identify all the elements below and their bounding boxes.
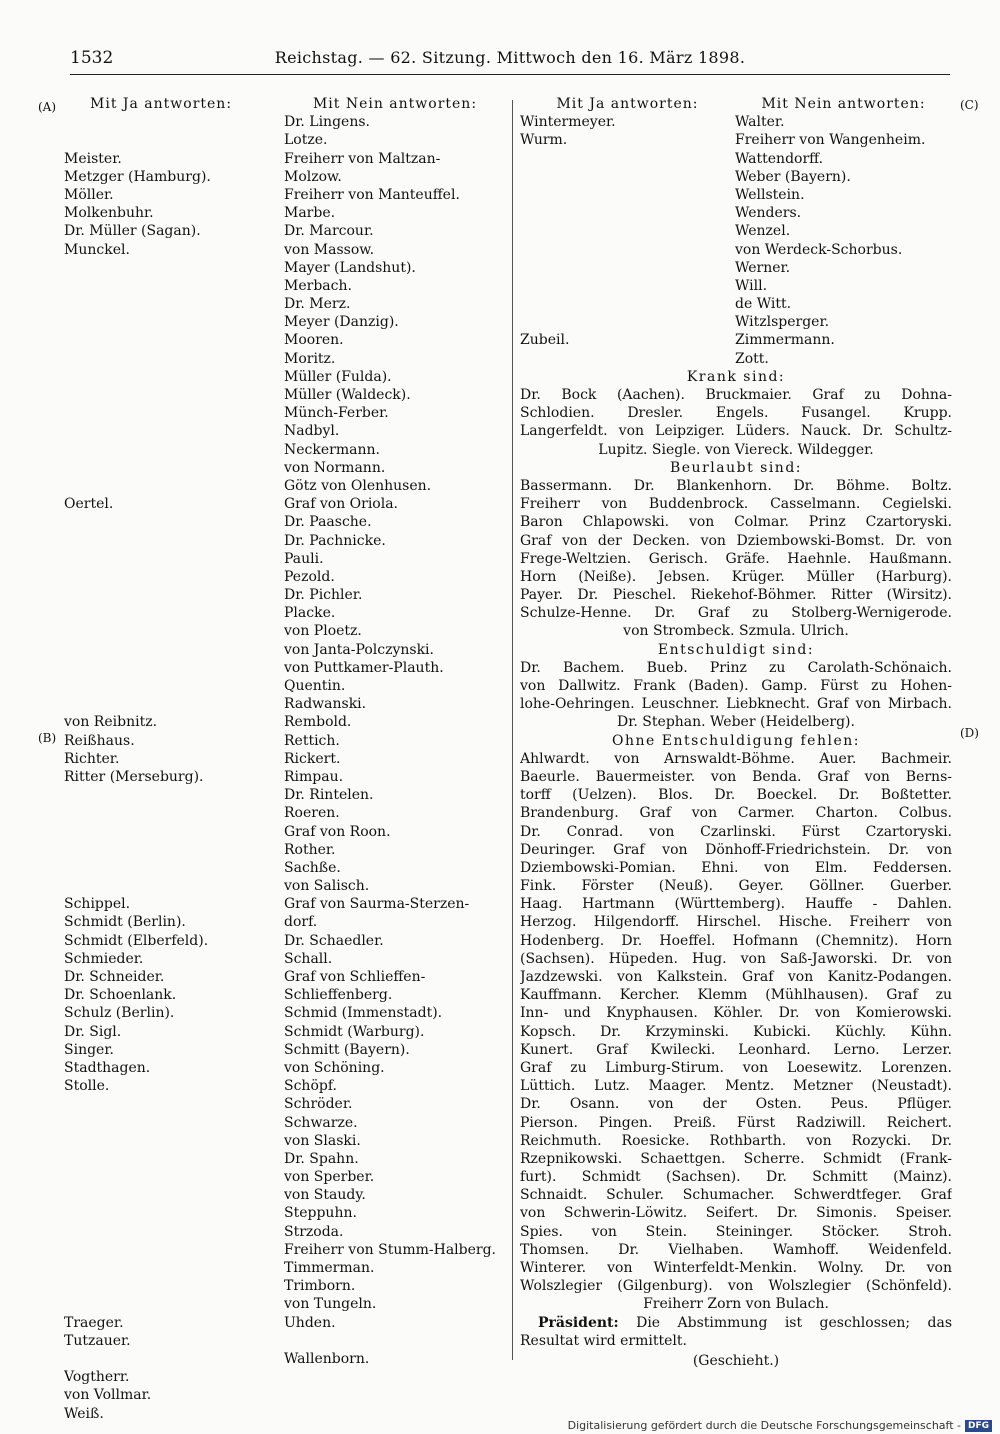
beurlaubt-header: Beurlaubt sind: [669,459,803,476]
member-name: Schröder. [284,1096,353,1113]
member-name [64,350,274,368]
member-name: Graf von Saurma-Sterzen- [284,896,470,913]
member-name: Merbach. [284,277,352,294]
member-name: von Salisch. [284,878,370,895]
member-name: Meister. [64,150,122,167]
member-name: Pauli. [284,550,324,567]
absentee-line: lohe-Oehringen. Leuschner. Liebknecht. Graf von Mirbach. [520,696,952,713]
member-name [520,350,735,368]
member-name: Wintermeyer. [520,114,616,131]
member-name [520,204,735,222]
member-name: von Janta-Polczynski. [284,641,434,658]
absentee-line: Freiherr von Buddenbrock. Casselmann. Cegielski. [520,496,952,513]
member-name: Meyer (Danzig). [284,314,399,331]
member-name: Placke. [284,605,336,622]
member-name [64,1132,274,1150]
right-nein-list [735,113,952,368]
member-name [64,550,274,568]
member-name: Werner. [735,259,791,276]
member-name: Roeren. [284,805,340,822]
member-name: Schöpf. [284,1078,337,1095]
member-name: Rickert. [284,750,341,767]
absentee-line: torff (Uelzen). Blos. Dr. Boeckel. Dr. Boßtetter. [520,787,952,804]
absentee-line: Inn- und Knyphausen. Köhler. Dr. von Komierowski. [520,1005,952,1022]
member-name [64,386,274,404]
member-name: Nadbyl. [284,423,340,440]
member-name: von Normann. [284,459,386,476]
absentee-line: Frege-Weltzien. Gerisch. Gräfe. Haehnle. Haußmann. [520,550,952,567]
member-name: Rettich. [284,732,340,749]
member-name: Schlieffenberg. [284,987,393,1004]
member-name [64,404,274,422]
praesident-text-1: Die Abstimmung ist geschlossen; das [636,1314,952,1331]
member-name: Walter. [735,114,785,131]
member-name: Rimpau. [284,768,344,785]
member-name: Steppuhn. [284,1205,357,1222]
absentee-line: Graf von der Decken. von Dziembowski-Bomst. Dr. von [520,532,952,549]
member-name: von Reibnitz. [64,714,158,731]
member-name: von Massow. [284,241,375,258]
member-name: Schwarze. [284,1114,358,1131]
member-name: Schulz (Berlin). [64,1005,175,1022]
member-name: Quentin. [284,678,346,694]
member-name [520,168,735,186]
member-name [64,131,274,149]
member-name: von Puttkamer-Plauth. [284,659,444,676]
member-name [64,1095,274,1113]
absentee-line: Haag. Hartmann (Württemberg). Hauffe - Dahlen. [520,896,952,913]
member-name: Münch-Ferber. [284,405,389,422]
member-name: von Staudy. [284,1187,366,1204]
member-name: Dr. Schoenlank. [64,987,177,1004]
member-name: Freiherr von Stumm-Halberg. [284,1241,497,1258]
member-name: Metzger (Hamburg). [64,168,211,185]
member-name: Dr. Schneider. [64,969,165,985]
member-name: Singer. [64,1041,114,1058]
krank-header: Krank sind: [686,368,786,385]
member-name: Dr. Marcour. [284,223,374,240]
member-name [64,786,274,804]
member-name: Dr. Rintelen. [284,787,374,804]
member-name: Traeger. [64,1314,124,1331]
absentee-line: Kauffmann. Kercher. Klemm (Mühlhausen). Graf zu [520,987,952,1004]
member-name: Götz von Olenhusen. [284,477,432,494]
absentee-line: Schnaidt. Schuler. Schumacher. Schwerdtfeger. Graf [520,1187,952,1204]
member-name: Trimborn. [284,1278,356,1295]
praesident-line [520,1314,952,1332]
member-name: Richter. [64,750,120,767]
member-name [64,586,274,604]
absentee-line: Graf zu Limburg-Stirum. von Loesewitz. Lorenzen. [520,1059,952,1076]
member-name: Dr. Merz. [284,296,351,313]
member-name: Wallenborn. [284,1350,370,1367]
absentee-line: Brandenburg. Graf von Carmer. Charton. Colbus. [520,805,952,822]
member-name: Mayer (Landshut). [284,259,416,276]
member-name [64,695,274,713]
absentee-line: Wolszlegier (Gilgenburg). von Wolszlegier (Schönfeld). [520,1278,952,1295]
member-name [64,459,274,477]
member-name: Weiß. [64,1405,104,1422]
entschuldigt-list [520,659,952,732]
member-name [64,1223,274,1241]
absentee-line: Freiherr Zorn von Bulach. [643,1296,829,1313]
member-name: Dr. Spahn. [284,1150,359,1167]
member-name [520,277,735,295]
member-name [64,859,274,877]
member-name [64,604,274,622]
member-name: Molzow. [284,168,342,185]
member-name: Graf von Schlieffen- [284,969,426,985]
member-name [64,1277,274,1295]
absentee-line: Lüttich. Lutz. Maager. Mentz. Metzner (Neustadt). [520,1078,952,1095]
member-name: Graf von Roon. [284,823,391,840]
absentee-line: von Schwerin-Löwitz. Seifert. Dr. Simonis. Speiser. [520,1205,952,1222]
member-name: Reißhaus. [64,732,135,749]
left-ja-list [64,113,274,1423]
member-name: Neckermann. [284,441,380,458]
member-name [64,477,274,495]
dfg-logo: DFG [965,1420,992,1432]
member-name: Radwanski. [284,696,367,713]
member-name [520,241,735,259]
member-name [64,1168,274,1186]
absentee-line: Thomsen. Dr. Vielhaben. Wamhoff. Weidenfeld. [520,1241,952,1258]
member-name: Oertel. [64,496,114,513]
absentee-line: Payer. Dr. Pieschel. Riekehof-Böhmer. Ritter (Wirsitz). [520,587,952,604]
right-nein-header: Mit Nein antworten: [761,96,926,112]
member-name [64,331,274,349]
left-ja-column [64,95,274,1423]
praesident-label: Präsident: [538,1314,619,1331]
absentee-line: Dr. Conrad. von Czarlinski. Fürst Czartoryski. [520,823,952,840]
member-name [64,368,274,386]
member-name [64,1150,274,1168]
member-name: Dr. Lingens. [284,114,370,131]
absentee-line: Schlodien. Dresler. Engels. Fusangel. Krupp. [520,405,952,422]
member-name: Wenzel. [735,223,791,240]
member-name: Müller (Waldeck). [284,387,411,403]
member-name [520,150,735,168]
member-name: Dr. Müller (Sagan). [64,223,201,240]
absentee-line: Fink. Förster (Neuß). Geyer. Göllner. Guerber. [520,878,952,895]
absentee-line: Kopsch. Dr. Krzyminski. Kubicki. Küchly. Kühn. [520,1023,952,1040]
member-name [64,1186,274,1204]
page-number: 1532 [70,48,114,68]
geschieht-note: (Geschieht.) [692,1352,780,1369]
member-name [520,222,735,240]
member-name: Dr. Pichler. [284,587,363,604]
member-name: Marbe. [284,205,336,222]
margin-marker-b: (B) [38,731,57,745]
ohne-list [520,750,952,1314]
member-name: Wurm. [520,132,568,149]
absentee-line: von Strombeck. Szmula. Ulrich. [623,623,849,640]
member-name: Lotze. [284,132,328,149]
member-name: Dr. Sigl. [64,1023,122,1040]
member-name [64,259,274,277]
absentee-line: Langerfeldt. von Leipziger. Lüders. Nauck. Dr. Schultz- [520,423,952,440]
member-name: Schippel. [64,896,131,913]
header-rule [70,74,950,75]
member-name: Stadthagen. [64,1059,151,1076]
praesident-text-2: Resultat wird ermittelt. [520,1332,687,1349]
member-name [64,113,274,131]
absentee-line: Lupitz. Siegle. von Viereck. Wildegger. [598,441,874,458]
member-name: Moritz. [284,350,336,367]
left-nein-column [284,95,506,1368]
absentee-line: Horn (Neiße). Jebsen. Krüger. Müller (Harburg). [520,568,952,585]
member-name: Will. [735,277,768,294]
absentee-line: Winterer. von Winterfeldt-Menkin. Wolny. Dr. von [520,1260,952,1276]
absentee-line: Hodenberg. Dr. Hoeffel. Hofmann (Chemnitz). Horn [520,932,952,949]
member-name: Schmidt (Elberfeld). [64,932,209,949]
member-name [64,1204,274,1222]
member-name: Sachße. [284,859,341,876]
member-name [64,641,274,659]
margin-marker-a: (A) [38,100,57,114]
margin-marker-c: (C) [960,98,979,112]
member-name: Freiherr von Wangenheim. [735,132,926,149]
absentee-line: Bassermann. Dr. Blankenhorn. Dr. Böhme. Boltz. [520,477,952,494]
absentee-line: Rzepnikowski. Schaettgen. Scherre. Schmidt (Frank- [520,1150,952,1167]
member-name: Rother. [284,841,336,858]
member-name [64,441,274,459]
absentee-line: furt). Schmidt (Sachsen). Dr. Schmitt (Mainz). [520,1169,952,1186]
member-name: Freiherr von Maltzan- [284,150,441,167]
footer [568,1419,992,1432]
member-name: von Tungeln. [284,1296,377,1313]
absentee-line: Dr. Stephan. Weber (Heidelberg). [617,714,855,731]
member-name: Schmidt (Berlin). [64,914,186,931]
member-name: Strzoda. [284,1223,344,1240]
member-name: von Schöning. [284,1059,385,1076]
absentee-line: Baeurle. Bauermeister. von Benda. Graf von Berns- [520,768,952,785]
left-nein-header: Mit Nein antworten: [312,96,478,112]
member-name [64,568,274,586]
absentee-line: Dr. Osann. von der Osten. Peus. Pflüger. [520,1096,952,1113]
member-name: Tutzauer. [64,1332,131,1349]
member-name: Schmitt (Bayern). [284,1041,410,1058]
right-vote-lists [520,113,952,368]
member-name: Schmidt (Warburg). [284,1023,425,1040]
member-name [64,513,274,531]
member-name: dorf. [284,914,318,931]
member-name [64,1114,274,1132]
member-name: von Werdeck-Schorbus. [735,241,903,258]
member-name: von Sperber. [284,1169,375,1186]
member-name: Rembold. [284,714,352,731]
member-name: Timmerman. [284,1260,375,1276]
member-name: von Ploetz. [284,623,362,640]
absentee-line: (Sachsen). Hüpeden. Hug. von Saß-Jaworski. Dr. von [520,950,952,967]
member-name: Freiherr von Manteuffel. [284,186,460,203]
member-name [64,659,274,677]
member-name: Dr. Paasche. [284,514,372,531]
absentee-line: Jazdzewski. von Kalkstein. Graf von Kanitz-Podangen. [520,969,952,985]
member-name: Mooren. [284,332,344,349]
right-header-row [520,95,952,113]
right-ja-list [520,113,735,368]
right-column [520,95,952,1370]
absentee-line: Baron Chlapowski. von Colmar. Prinz Czartoryski. [520,514,952,531]
member-name [64,841,274,859]
absentee-line: Schulze-Henne. Dr. Graf zu Stolberg-Wernigerode. [520,605,952,622]
member-name: von Slaski. [284,1132,361,1149]
absentee-line: Reichmuth. Roesicke. Rothbarth. von Rozycki. Dr. [520,1132,952,1149]
right-ja-header: Mit Ja antworten: [556,96,699,112]
member-name: Graf von Oriola. [284,496,399,513]
member-name [64,295,274,313]
member-name [64,532,274,550]
absentee-line: Deuringer. Graf von Dönhoff-Friedrichstein. Dr. von [520,841,952,858]
member-name: Uhden. [284,1314,336,1331]
member-name [64,313,274,331]
krank-list [520,386,952,459]
member-name: Möller. [64,186,114,203]
member-name [64,1241,274,1259]
member-name: Schmieder. [64,950,144,967]
member-name: Witzlsperger. [735,314,830,331]
page-header [70,48,950,72]
member-name [64,622,274,640]
page-title: Reichstag. — 62. Sitzung. Mittwoch den 16. März 1898. [274,48,746,67]
member-name: Weber (Bayern). [735,168,851,185]
left-ja-header: Mit Ja antworten: [90,96,233,112]
member-name [520,186,735,204]
footer-text: Digitalisierung gefördert durch die Deutsche Forschungsgemeinschaft - [567,1419,961,1432]
ohne-header: Ohne Entschuldigung fehlen: [612,732,860,749]
member-name: Dr. Pachnicke. [284,532,386,549]
absentee-line: Dr. Bock (Aachen). Bruckmaier. Graf zu Dohna- [520,387,952,403]
member-name: de Witt. [735,296,792,313]
entschuldigt-header: Entschuldigt sind: [657,641,815,658]
absentee-line: Dr. Bachem. Bueb. Prinz zu Carolath-Schönaich. [520,659,952,676]
absentee-line: von Dallwitz. Frank (Baden). Gamp. Fürst zu Hohen- [520,678,952,694]
absentee-line: Herzog. Hilgendorff. Hirschel. Hische. Freiherr von [520,914,952,931]
absentee-line: Dziembowski-Pomian. Ehni. von Elm. Feddersen. [520,859,952,876]
member-name: Wenders. [735,205,802,222]
member-name [64,277,274,295]
member-name: Zubeil. [520,332,570,349]
member-name [64,677,274,695]
member-name: Müller (Fulda). [284,368,392,385]
left-nein-list [284,113,506,1368]
member-name: Ritter (Merseburg). [64,768,204,785]
member-name: Wellstein. [735,186,805,203]
member-name: von Vollmar. [64,1387,152,1404]
member-name: Pezold. [284,568,335,585]
member-name [284,1332,506,1350]
member-name: Schmid (Immenstadt). [284,1005,443,1022]
member-name [64,1259,274,1277]
absentee-line: Pierson. Pingen. Preiß. Fürst Radziwill. Reichert. [520,1114,952,1131]
beurlaubt-list [520,477,952,641]
member-name: Wattendorff. [735,150,824,167]
member-name [520,313,735,331]
member-name: Molkenbuhr. [64,205,154,222]
member-name [520,295,735,313]
member-name: Zimmermann. [735,332,835,349]
member-name: Dr. Schaedler. [284,932,384,949]
absentee-line: Ahlwardt. von Arnswaldt-Böhme. Auer. Bachmeir. [520,750,952,767]
member-name: Munckel. [64,241,130,258]
margin-marker-d: (D) [960,726,979,740]
member-name [64,804,274,822]
member-name: Schall. [284,950,333,967]
absentee-line: Spies. von Stein. Steininger. Stöcker. Stroh. [520,1223,952,1240]
member-name [520,259,735,277]
member-name: Zott. [735,350,769,367]
member-name [64,1295,274,1313]
member-name: Stolle. [64,1078,110,1095]
member-name [64,422,274,440]
member-name: Vogtherr. [64,1369,130,1386]
member-name [64,877,274,895]
absentee-line: Kunert. Graf Kwilecki. Leonhard. Lerno. Lerzer. [520,1041,952,1058]
member-name [64,1350,274,1368]
member-name [64,823,274,841]
